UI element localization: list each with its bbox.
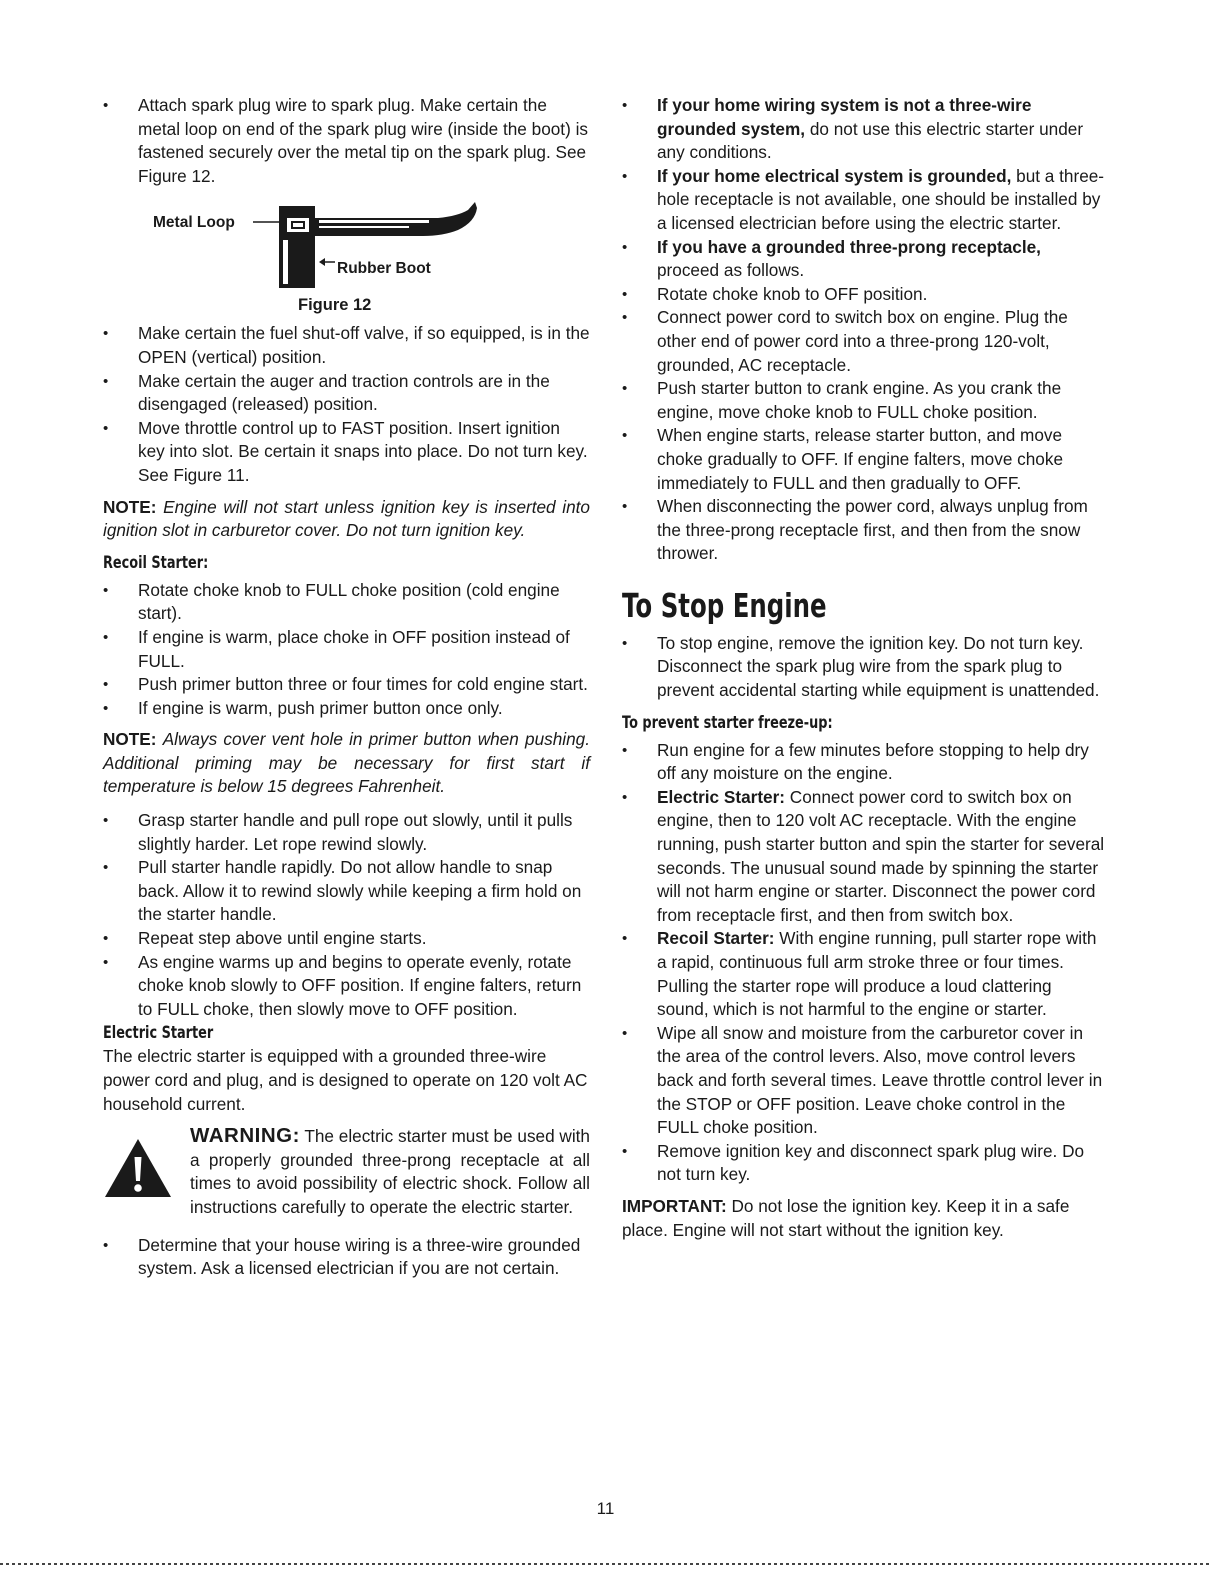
list-item: • If engine is warm, push primer button once only. [103, 697, 590, 721]
figure-12 [103, 188, 590, 322]
list-item: • If your home wiring system is not a three-wire grounded system, do not use this electric starter under any conditions. [622, 94, 1106, 165]
recoil-bullets [103, 579, 590, 721]
electric-starter-heading: Electric Starter [103, 1023, 214, 1043]
note-text: Engine will not start unless ignition key is inserted into ignition slot in carburetor cover. Do not turn ignition key. [103, 496, 590, 541]
list-item: • Attach spark plug wire to spark plug. Make certain the metal loop on end of the spark plug wire (inside the boot) is fastened securely over the metal tip on the spark plug. See Figure 12. [103, 94, 590, 188]
warning-label: WARNING: [190, 1124, 300, 1148]
prep-bullets [103, 322, 590, 487]
wiring-check-bullets [103, 1234, 590, 1281]
right-column [622, 94, 1106, 1242]
list-item: • When disconnecting the power cord, always unplug from the three-prong receptacle first, and then from the snow thrower. [622, 495, 1106, 566]
note-text: Always cover vent hole in primer button when pushing. Additional priming may be necessary for first start if temperature is below 15 degrees Fahrenheit. [103, 729, 591, 797]
list-item: • Electric Starter: Connect power cord to switch box on engine, then to 120 volt AC receptacle. With the engine running, push starter button and spin the starter for several seconds. The unusual sound made by spinning the starter will not harm engine or starter. Disconnect the power cord from receptacle first, and then from switch box. [622, 786, 1106, 928]
spark-plug-boot-icon [253, 196, 513, 300]
scan-edge-rule [0, 1563, 1211, 1565]
figure-caption: Figure 12 [298, 296, 372, 315]
note-primer [103, 728, 590, 799]
electric-starter-paragraph: The electric starter is equipped with a grounded three-wire power cord and plug, and is designed to operate on 120 volt AC household current. [103, 1046, 588, 1114]
metal-loop-label: Metal Loop [153, 214, 235, 232]
page-number: 11 [596, 1499, 615, 1518]
note-label: NOTE: [103, 729, 157, 750]
list-item: • If you have a grounded three-prong receptacle, proceed as follows. [622, 236, 1106, 283]
list-item: • Determine that your house wiring is a three-wire grounded system. Ask a licensed electrician if you are not certain. [103, 1234, 590, 1281]
list-item: • Connect power cord to switch box on engine. Plug the other end of power cord into a three-prong 120-volt, grounded, AC receptacle. [622, 306, 1106, 377]
wiring-bullets [622, 94, 1106, 566]
list-item: • Make certain the fuel shut-off valve, if so equipped, is in the OPEN (vertical) position. [103, 322, 590, 369]
list-item: • As engine warms up and begins to operate evenly, rotate choke knob slowly to OFF position. If engine falters, return to FULL choke, then slowly move to OFF position. [103, 951, 590, 1022]
list-item: • Rotate choke knob to OFF position. [622, 283, 1106, 307]
stop-bullets [622, 632, 1106, 703]
list-item: • If your home electrical system is grounded, but a three-hole receptacle is not available, one should be installed by a licensed electrician before using the electric starter. [622, 165, 1106, 236]
important-label: IMPORTANT: [622, 1195, 727, 1216]
note-label: NOTE: [103, 496, 157, 517]
list-item: • Recoil Starter: With engine running, pull starter rope with a rapid, continuous full arm stroke three or four times. Pulling the starter rope will produce a loud clattering sound, which is not harmful to the engine or starter. [622, 927, 1106, 1021]
recoil-starter-heading: Recoil Starter: [103, 552, 209, 572]
warning-body: The electric starter must be used with a properly grounded three-prong receptacle at all times to avoid possibility of electric shock. Follow all instructions carefully to operate the electric starter. [190, 1126, 590, 1217]
list-item: • Run engine for a few minutes before stopping to help dry off any moisture on the engine. [622, 739, 1106, 786]
list-item: • Rotate choke knob to FULL choke position (cold engine start). [103, 579, 590, 626]
freeze-bullets [622, 739, 1106, 1187]
left-column [103, 94, 590, 1281]
list-item: • If engine is warm, place choke in OFF position instead of FULL. [103, 626, 590, 673]
warning-triangle-icon [103, 1137, 173, 1199]
note-ignition [103, 496, 590, 543]
list-item: • Push primer button three or four times for cold engine start. [103, 673, 590, 697]
important-note: IMPORTANT: Do not lose the ignition key. Keep it in a safe place. Engine will not start without the ignition key. [622, 1195, 1070, 1240]
list-item: • Remove ignition key and disconnect spark plug wire. Do not turn key. [622, 1140, 1106, 1187]
list-item: • Wipe all snow and moisture from the carburetor cover in the area of the control levers. Also, move control levers back and forth several times. Leave throttle control lever in the STOP or OFF position. Leave choke control in the FULL choke position. [622, 1022, 1106, 1140]
freeze-up-heading: To prevent starter freeze-up: [622, 712, 833, 732]
list-item: • Pull starter handle rapidly. Do not allow handle to snap back. Allow it to rewind slowly while keeping a firm hold on the starter handle. [103, 856, 590, 927]
pull-bullets [103, 809, 590, 1021]
rubber-boot-label: Rubber Boot [337, 260, 431, 278]
to-stop-engine-heading: To Stop Engine [622, 585, 827, 625]
list-item: • To stop engine, remove the ignition key. Do not turn key. Disconnect the spark plug wire from the spark plug to prevent accidental starting while equipment is unattended. [622, 632, 1106, 703]
list-item: • Make certain the auger and traction controls are in the disengaged (released) position. [103, 370, 590, 417]
list-item: • Repeat step above until engine starts. [103, 927, 590, 951]
list-item: • Push starter button to crank engine. As you crank the engine, move choke knob to FULL choke position. [622, 377, 1106, 424]
list-item: • When engine starts, release starter button, and move choke gradually to OFF. If engine falters, move choke immediately to FULL and then gradually to OFF. [622, 424, 1106, 495]
list-item: • Grasp starter handle and pull rope out slowly, until it pulls slightly harder. Let rope rewind slowly. [103, 809, 590, 856]
warning-text [190, 1124, 590, 1219]
warning-block [103, 1124, 590, 1219]
list-item: • Move throttle control up to FAST position. Insert ignition key into slot. Be certain it snaps into place. Do not turn key. See Figure 11. [103, 417, 590, 488]
spark-plug-bullets [103, 94, 590, 188]
